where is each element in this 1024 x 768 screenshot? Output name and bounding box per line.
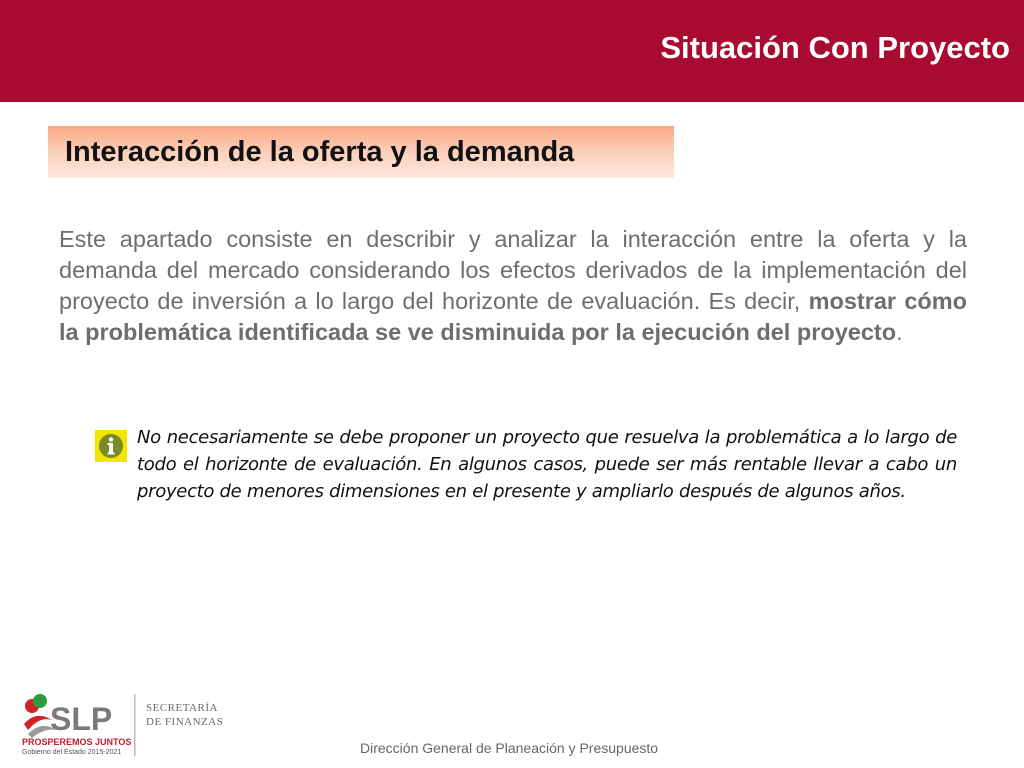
- logo-period: Gobierno del Estado 2015-2021: [22, 749, 122, 756]
- note-text: No necesariamente se debe proponer un proyecto que resuelva la problemática a lo largo de todo el horizonte de evaluación. En algunos casos, puede ser más rentable llevar a cabo un proyecto de menores dimensiones en el presente y ampliarlo después de algunos años.: [137, 427, 957, 502]
- footer-text: Dirección General de Planeación y Presupuesto: [360, 740, 659, 756]
- body-intro: Este apartado consiste en describir y analizar la interacción entre la oferta y la demanda del mercado considerando los efectos derivados de la implementación del proyecto de inversión a lo largo del horizonte de evaluación. Es decir,: [59, 226, 967, 314]
- logo-divider: [134, 694, 136, 756]
- slp-logo: [18, 690, 228, 760]
- slide-title: Situación Con Proyecto: [660, 30, 1010, 65]
- body-paragraph: [59, 224, 967, 348]
- logo-org-line1: SECRETARÍA: [146, 702, 218, 714]
- info-icon: [95, 430, 127, 462]
- header-bar: [0, 0, 1024, 102]
- body-bold-phrase: mostrar cómo la problemática identificada se ve disminuida por la ejecución del proyecto: [59, 288, 967, 345]
- body-end: .: [896, 319, 903, 345]
- logo-mark: SLP: [50, 701, 113, 737]
- logo-dot-green: [33, 694, 47, 708]
- logo-org-line2: DE FINANZAS: [146, 716, 224, 728]
- section-title: Interacción de la oferta y la demanda: [65, 136, 575, 168]
- logo-slogan: PROSPEREMOS JUNTOS: [22, 737, 132, 747]
- section-heading-box: [48, 126, 674, 178]
